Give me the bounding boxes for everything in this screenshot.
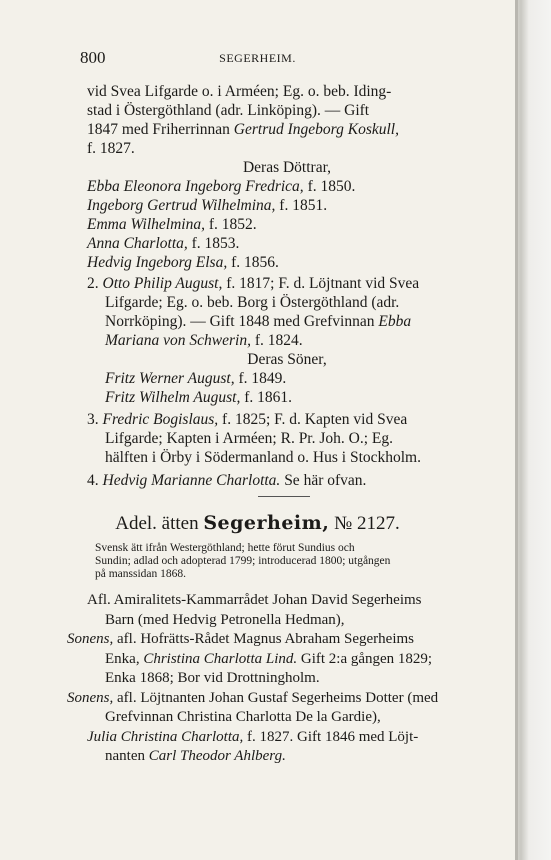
son-entry: Fritz Werner August, f. 1849. [105,370,287,387]
text-line: Enka, Christina Charlotta Lind. Gift 2:a gången 1829; [105,650,433,667]
sons-heading: Deras Söner, [247,351,327,368]
text-line: Norrköping). — Gift 1848 med Grefvinnan Ebba [105,313,412,330]
book-gutter [515,0,551,860]
text-line: Sonens, afl. Löjtnanten Johan Gustaf Segerheims Dotter (med [67,689,439,706]
text-line: Julia Christina Charlotta, f. 1827. Gift 1846 med Löjt- [87,728,419,745]
text-line: Lifgarde; Eg. o. beb. Borg i Östergöthland (adr. [105,294,400,311]
daughter-entry: Ingeborg Gertrud Wilhelmina, f. 1851. [87,197,328,214]
entry-2: 2. Otto Philip August, f. 1817; F. d. Löjtnant vid Svea [87,275,420,292]
note-line: Svensk ätt ifrån Westergöthland; hette förut Sundius och [95,542,355,554]
text-line: Mariana von Schwerin, f. 1824. [105,332,303,349]
text-line: Lifgarde; Kapten i Arméen; R. Pr. Joh. O.; Eg. [105,430,393,447]
daughter-entry: Anna Charlotta, f. 1853. [87,235,240,252]
note-line: på manssidan 1868. [95,568,187,580]
entries-block [87,82,487,490]
family-note [95,542,490,581]
text-line: 1847 med Friherrinnan Gertrud Ingeborg Koskull, [87,121,399,138]
section-divider [258,496,310,497]
running-title: SEGERHEIM. [219,51,296,65]
daughter-entry: Hedvig Ingeborg Elsa, f. 1856. [87,254,279,271]
text-line: Enka 1868; Bor vid Drottningholm. [105,670,320,686]
daughter-entry: Emma Wilhelmina, f. 1852. [87,216,257,233]
family-title: Adel. ätten Segerheim, № 2127. [115,512,400,534]
text-line: nanten Carl Theodor Ahlberg. [105,748,286,764]
descendants-block [67,591,487,767]
daughters-heading: Deras Döttrar, [242,159,332,176]
text-line: stad i Östergöthland (adr. Linköping). — Gift [87,102,370,119]
text-line: vid Svea Lifgarde o. i Arméen; Eg. o. beb. Iding- [87,83,392,100]
son-entry: Fritz Wilhelm August, f. 1861. [105,389,293,406]
page-edge [515,0,518,860]
page-number: 800 [80,48,106,67]
entry-3: 3. Fredric Bogislaus, f. 1825; F. d. Kapten vid Svea [87,411,408,428]
entry-4: 4. Hedvig Marianne Charlotta. Se här ofvan. [87,472,367,489]
text-line: Sonens, afl. Hofrätts-Rådet Magnus Abraham Segerheims [67,631,415,647]
text-line: hälften i Örby i Södermanland o. Hus i Stockholm. [105,449,421,466]
text-line: Grefvinnan Christina Charlotta De la Gardie), [105,709,381,725]
text-line: f. 1827. [87,140,135,157]
text-line: Barn (med Hedvig Petronella Hedman), [105,611,345,628]
note-line: Sundin; adlad och adopterad 1799; introducerad 1800; utgången [95,555,391,567]
text-line: Afl. Amiralitets-Kammarrådet Johan David Segerheims [87,592,422,608]
daughter-entry: Ebba Eleonora Ingeborg Fredrica, f. 1850. [87,178,356,195]
